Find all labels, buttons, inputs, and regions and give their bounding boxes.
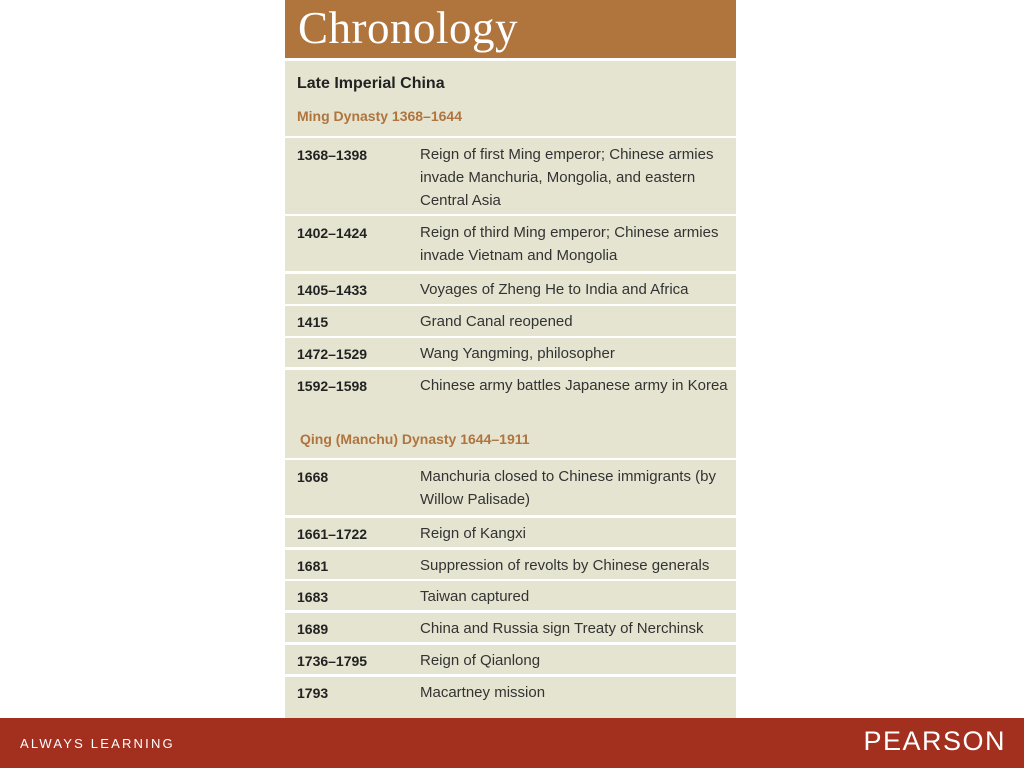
row-event: Grand Canal reopened [420,313,573,330]
footer-tagline: ALWAYS LEARNING [20,736,175,751]
row-event: Reign of third Ming emperor; Chinese armies invade Vietnam and Mongolia [420,224,719,264]
table-row [285,138,736,214]
table-row [285,338,736,367]
table-row [285,306,736,336]
row-event: Wang Yangming, philosopher [420,345,615,362]
table-row [285,370,736,458]
row-year: 1405–1433 [297,282,368,298]
row-event: Voyages of Zheng He to India and Africa [420,281,689,298]
row-year: 1668 [297,469,329,485]
table-row [285,518,736,547]
row-year: 1683 [297,589,329,605]
row-event: Reign of Kangxi [420,525,526,542]
row-year: 1681 [297,558,329,574]
row-year: 1592–1598 [297,378,368,394]
table-row [285,460,736,515]
row-year: 1368–1398 [297,147,368,163]
row-year: 1415 [297,314,329,330]
title-bar [285,0,736,58]
row-event: Chinese army battles Japanese army in Korea [420,377,728,394]
row-year: 1402–1424 [297,225,368,241]
row-event: Suppression of revolts by Chinese generals [420,557,710,574]
row-event: Taiwan captured [420,588,530,605]
pearson-logo: PEARSON [863,726,1006,756]
row-year: 1661–1722 [297,526,368,542]
row-event: Reign of Qianlong [420,652,541,669]
row-year: 1472–1529 [297,346,368,362]
row-event: Manchuria closed to Chinese immigrants (by Willow Palisade) [420,468,716,508]
dynasty-heading-ming: Ming Dynasty 1368–1644 [297,108,462,124]
table-row [285,645,736,674]
table-row [285,274,736,304]
row-event: Macartney mission [420,684,546,701]
table-row [285,216,736,271]
row-year: 1736–1795 [297,653,368,669]
section-header [285,61,736,136]
table-row [285,581,736,610]
row-year: 1689 [297,621,329,637]
page-title: Chronology [298,3,519,53]
chronology-panel [285,0,736,718]
section-title: Late Imperial China [297,75,445,92]
dynasty-heading-qing: Qing (Manchu) Dynasty 1644–1911 [300,431,530,447]
table-row [285,677,736,718]
footer-bar [0,718,1024,768]
table-row [285,613,736,642]
table-row [285,550,736,579]
row-year: 1793 [297,685,329,701]
row-event: Reign of first Ming emperor; Chinese armies invade Manchuria, Mongolia, and eastern Central Asia [420,146,714,209]
row-event: China and Russia sign Treaty of Nerchinsk [420,620,704,637]
